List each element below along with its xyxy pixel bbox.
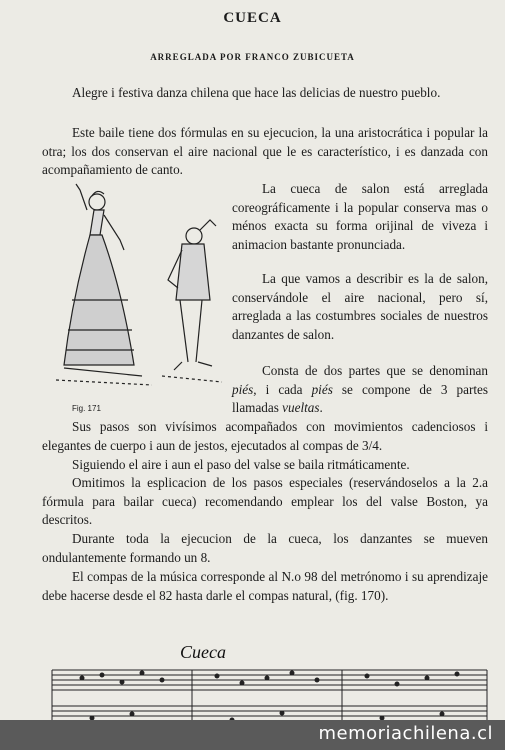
dancers-illustration: [52, 180, 236, 402]
parts-text-1: Consta de dos partes que se denominan: [262, 363, 488, 378]
paragraph-steps: Sus pasos son vivísimos acompañados con movimientos cadenciosos i elegantes de cuerpo i aun de jestos, ejecutados al compas de 3/4.: [42, 419, 488, 453]
paragraph-formulas: Este baile tiene dos fórmulas en su ejecucion, la una aristocrática i popular la otra; los dos conservan el aire nacional que le es característico, i es danzada con acompañamiento de canto.: [42, 125, 488, 178]
figure-caption: Fig. 171: [72, 404, 101, 413]
paragraph-intro: Alegre i festiva danza chilena que hace las delicias de nuestro pueblo.: [72, 85, 441, 100]
page-title: CUECA: [223, 10, 282, 26]
page-subtitle: ARREGLADA POR FRANCO ZUBICUETA: [150, 52, 355, 62]
music-score: [42, 640, 492, 732]
parts-term-vueltas: vueltas: [282, 400, 320, 416]
paragraph-eight: Durante toda la ejecucion de la cueca, los danzantes se mueven ondulantemente formando un 8.: [42, 531, 488, 565]
parts-text-3: se compone de 3 partes llamadas: [232, 381, 489, 416]
parts-text-4: .: [319, 400, 323, 416]
paragraph-waltz: Siguiendo el aire i aun el paso del valse se baila ritmáticamente.: [72, 457, 410, 472]
parts-term-pies-2: piés: [311, 381, 333, 397]
paragraph-salon: La cueca de salon está arreglada coreográficamente i la popular conserva mas o ménos exacta su forma orijinal de viveza i animacion bastante pronunciada.: [232, 181, 488, 252]
watermark-text: memoriachilena.cl: [318, 723, 493, 744]
paragraph-omit: Omitimos la esplicacion de los pasos especiales (reservándoselos a la 2.a fórmula para bailar cueca) recomendando emplear los del valse Boston, ya descritos.: [42, 475, 488, 528]
paragraph-describe: La que vamos a describir es la de salon, conservándole el aire nacional, pero sí, arreglada a las costumbres sociales de nuestros danzantes de salon.: [232, 271, 488, 342]
paragraph-parts: [232, 362, 488, 418]
parts-text-2: , i cada: [253, 381, 303, 397]
music-title: Cueca: [180, 642, 226, 662]
parts-term-pies-1: piés: [232, 381, 254, 397]
paragraph-metronome: El compas de la música corresponde al N.o 98 del metrónomo i su aprendizaje debe hacerse desde el 82 hasta darle el compas natural, (fig. 170).: [42, 569, 488, 603]
watermark-bar: [0, 720, 505, 750]
